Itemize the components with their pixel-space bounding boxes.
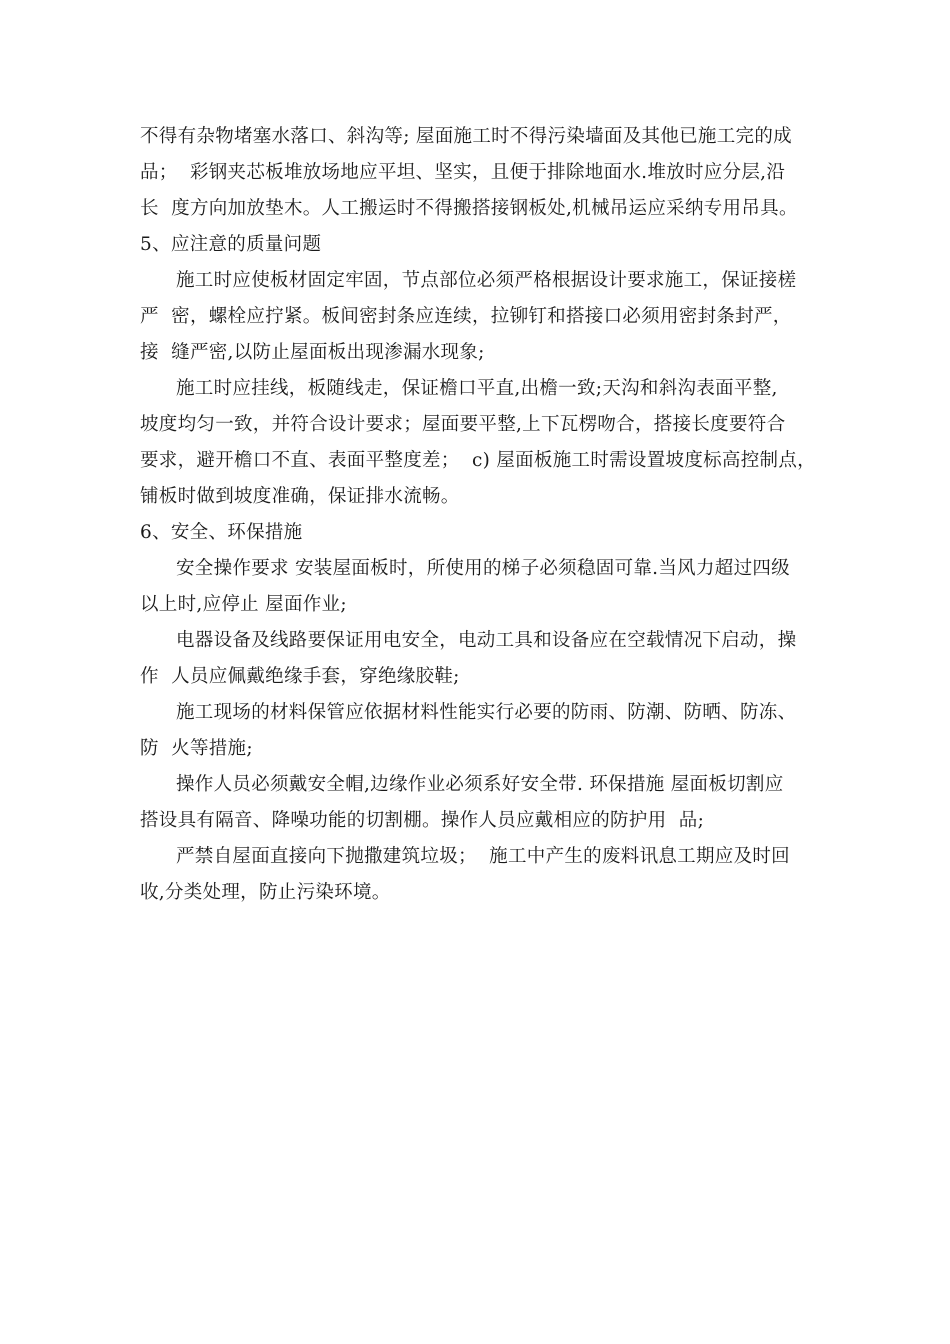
text-line: 以上时,应停止 屋面作业; [140, 594, 347, 615]
text-line: 施工时应挂线，板随线走，保证檐口平直,出檐一致;天沟和斜沟表面平整, [176, 378, 778, 399]
text-line: 施工时应使板材固定牢固，节点部位必须严格根据设计要求施工，保证接槎 [176, 270, 797, 291]
text-line: 铺板时做到坡度准确，保证排水流畅。 [140, 486, 460, 507]
text-line: 品； 彩钢夹芯板堆放场地应平坦、坚实，且便于排除地面水.堆放时应分层,沿 [140, 162, 786, 183]
text-line: 收,分类处理，防止污染环境。 [140, 882, 391, 903]
text-line: 要求，避开檐口不直、表面平整度差； c) 屋面板施工时需设置坡度标高控制点， [140, 450, 816, 471]
text-line: 施工现场的材料保管应依据材料性能实行必要的防雨、防潮、防晒、防冻、 [176, 702, 797, 723]
section-heading-safety: 6、安全、环保措施 [140, 522, 303, 543]
text-line: 搭设具有隔音、降噪功能的切割棚。操作人员应戴相应的防护用 品; [140, 810, 705, 831]
text-line: 严 密，螺栓应拧紧。板间密封条应连续，拉铆钉和搭接口必须用密封条封严， [140, 306, 792, 327]
text-line: 操作人员必须戴安全帽,边缘作业必须系好安全带. 环保措施 屋面板切割应 [176, 774, 784, 795]
text-line: 防 火等措施; [140, 738, 253, 759]
text-line: 不得有杂物堵塞水落口、斜沟等; 屋面施工时不得污染墙面及其他已施工完的成 [140, 126, 792, 147]
text-line: 安全操作要求 安装屋面板时，所使用的梯子必须稳固可靠.当风力超过四级 [176, 558, 790, 579]
section-heading-quality: 5、应注意的质量问题 [140, 234, 322, 255]
text-line: 长 度方向加放垫木。人工搬运时不得搬搭接钢板处,机械吊运应采纳专用吊具。 [140, 198, 798, 219]
text-line: 严禁自屋面直接向下抛撒建筑垃圾； 施工中产生的废料讯息工期应及时回 [176, 846, 790, 867]
text-line: 电器设备及线路要保证用电安全，电动工具和设备应在空载情况下启动，操 [176, 630, 797, 651]
text-line: 作 人员应佩戴绝缘手套，穿绝缘胶鞋; [140, 666, 460, 687]
text-line: 接 缝严密,以防止屋面板出现渗漏水现象; [140, 342, 485, 363]
text-line: 坡度均匀一致，并符合设计要求；屋面要平整,上下瓦楞吻合，搭接长度要符合 [140, 414, 786, 435]
